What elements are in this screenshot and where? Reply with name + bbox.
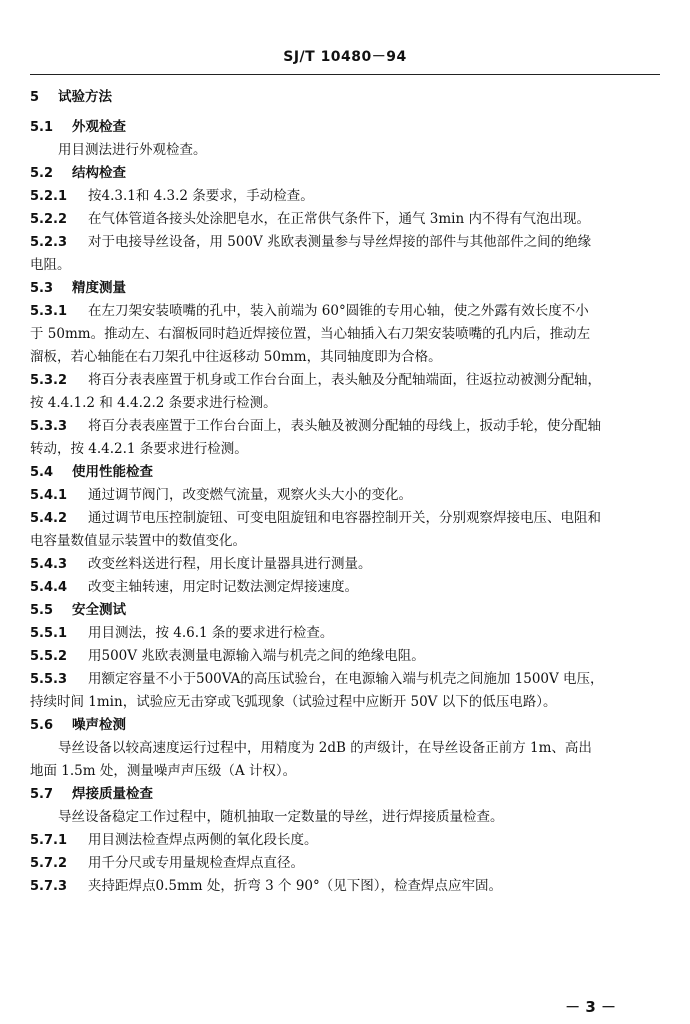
clause-number: 5.7.1 [30, 833, 68, 848]
clause-heading [30, 599, 662, 622]
clause-text: 夹持距焊点0.5mm 处，折弯 3 个 90°（见下图），检查焊点应牢固。 [88, 878, 503, 894]
clause-title: 使用性能检查 [72, 464, 153, 480]
clause-title: 噪声检测 [72, 717, 126, 733]
clause-number: 5.3.3 [30, 419, 68, 434]
clause-heading [30, 783, 662, 806]
clause-text: 用500V 兆欧表测量电源输入端与机壳之间的绝缘电阻。 [88, 648, 425, 664]
clause-title: 焊接质量检查 [72, 786, 153, 802]
clause-title: 精度测量 [72, 280, 126, 296]
page-number: － 3 － [565, 998, 616, 1016]
continuation-line: 转动，按 4.4.2.1 条要求进行检测。 [30, 441, 248, 457]
clause-title: 结构检查 [72, 165, 126, 181]
continuation-line: 地面 1.5m 处，测量噪声声压级（A 计权）。 [30, 763, 297, 779]
clause-text: 用额定容量不小于500VA的高压试验台，在电源输入端与机壳之间施加 1500V 电压， [88, 671, 604, 687]
clause-line [30, 369, 662, 392]
clause-heading [30, 277, 662, 300]
clause-number: 5.2.1 [30, 189, 68, 204]
clause-line [30, 875, 662, 898]
section-number: 5 [30, 90, 40, 105]
clause-text: 按4.3.1和 4.3.2 条要求，手动检查。 [88, 188, 314, 204]
clause-number: 5.6 [30, 718, 54, 733]
clause-line [30, 852, 662, 875]
clause-number: 5.5.3 [30, 672, 68, 687]
clause-line [30, 645, 662, 668]
header-rule [30, 74, 660, 75]
clause-number: 5.2 [30, 166, 54, 181]
clause-number: 5.7.2 [30, 856, 68, 871]
clause-number: 5.4 [30, 465, 54, 480]
clause-text: 对于电接导丝设备，用 500V 兆欧表测量参与导丝焊接的部件与其他部件之间的绝缘 [88, 234, 592, 250]
clause-line [30, 553, 662, 576]
clause-text: 改变丝料送进行程，用长度计量器具进行测量。 [88, 556, 372, 572]
standard-number-header: SJ/T 10480－94 [283, 49, 407, 65]
clause-number: 5.7 [30, 787, 54, 802]
clause-number: 5.5 [30, 603, 54, 618]
clause-line [30, 507, 662, 530]
clause-text: 用千分尺或专用量规检查焊点直径。 [88, 855, 304, 871]
clause-number: 5.5.1 [30, 626, 68, 641]
continuation-line: 于 50mm。推动左、右溜板同时趋近焊接位置，当心轴插入右刀架安装喷嘴的孔内后，推动左 [30, 326, 591, 342]
clause-heading [30, 162, 662, 185]
clause-number: 5.5.2 [30, 649, 68, 664]
clause-line [30, 415, 662, 438]
section-5-heading [30, 86, 662, 109]
document-body [30, 86, 662, 898]
clause-number: 5.4.3 [30, 557, 68, 572]
clause-text: 在左刀架安装喷嘴的孔中，装入前端为 60°圆锥的专用心轴，使之外露有效长度不小 [88, 303, 589, 319]
clause-number: 5.4.2 [30, 511, 68, 526]
clause-text: 在气体管道各接头处涂肥皂水，在正常供气条件下，通气 3min 内不得有气泡出现。 [88, 211, 590, 227]
clause-number: 5.4.4 [30, 580, 68, 595]
clause-title: 外观检查 [72, 119, 126, 135]
clause-line [30, 208, 662, 231]
clause-line [30, 300, 662, 323]
clause-text: 将百分表表座置于机身或工作台台面上，表头触及分配轴端面，往返拉动被测分配轴， [88, 372, 601, 388]
clause-text: 改变主轴转速，用定时记数法测定焊接速度。 [88, 579, 358, 595]
paragraph-line: 导丝设备以较高速度运行过程中，用精度为 2dB 的声级计，在导丝设备正前方 1m、高出 [58, 740, 592, 756]
clause-title: 安全测试 [72, 602, 126, 618]
clause-number: 5.1 [30, 120, 54, 135]
clause-number: 5.3.1 [30, 304, 68, 319]
clause-text: 将百分表表座置于工作台台面上，表头触及被测分配轴的母线上，扳动手轮，使分配轴 [88, 418, 601, 434]
clause-number: 5.2.2 [30, 212, 68, 227]
clause-number: 5.2.3 [30, 235, 68, 250]
section-title: 试验方法 [58, 89, 112, 105]
clause-text: 通过调节电压控制旋钮、可变电阻旋钮和电容器控制开关，分别观察焊接电压、电阻和 [88, 510, 601, 526]
paragraph-line: 导丝设备稳定工作过程中，随机抽取一定数量的导丝，进行焊接质量检查。 [58, 809, 504, 825]
clause-number: 5.4.1 [30, 488, 68, 503]
clause-text: 用目测法检查焊点两侧的氧化段长度。 [88, 832, 318, 848]
clause-heading [30, 714, 662, 737]
clause-line [30, 484, 662, 507]
clause-number: 5.7.3 [30, 879, 68, 894]
continuation-line: 电阻。 [30, 257, 71, 273]
clause-line [30, 231, 662, 254]
clause-heading [30, 116, 662, 139]
continuation-line: 溜板，若心轴能在右刀架孔中往返移动 50mm，其同轴度即为合格。 [30, 349, 442, 365]
clause-line [30, 622, 662, 645]
clause-heading [30, 461, 662, 484]
continuation-line: 电容量数值显示装置中的数值变化。 [30, 533, 246, 549]
paragraph-line: 用目测法进行外观检查。 [58, 142, 207, 158]
clause-number: 5.3 [30, 281, 54, 296]
clause-line [30, 829, 662, 852]
clause-number: 5.3.2 [30, 373, 68, 388]
clause-text: 用目测法，按 4.6.1 条的要求进行检查。 [88, 625, 334, 641]
clause-line [30, 576, 662, 599]
continuation-line: 按 4.4.1.2 和 4.4.2.2 条要求进行检测。 [30, 395, 277, 411]
clause-line [30, 185, 662, 208]
clause-line [30, 668, 662, 691]
clause-text: 通过调节阀门，改变燃气流量，观察火头大小的变化。 [88, 487, 412, 503]
continuation-line: 持续时间 1min，试验应无击穿或飞弧现象（试验过程中应断开 50V 以下的低压电路）。 [30, 694, 557, 710]
